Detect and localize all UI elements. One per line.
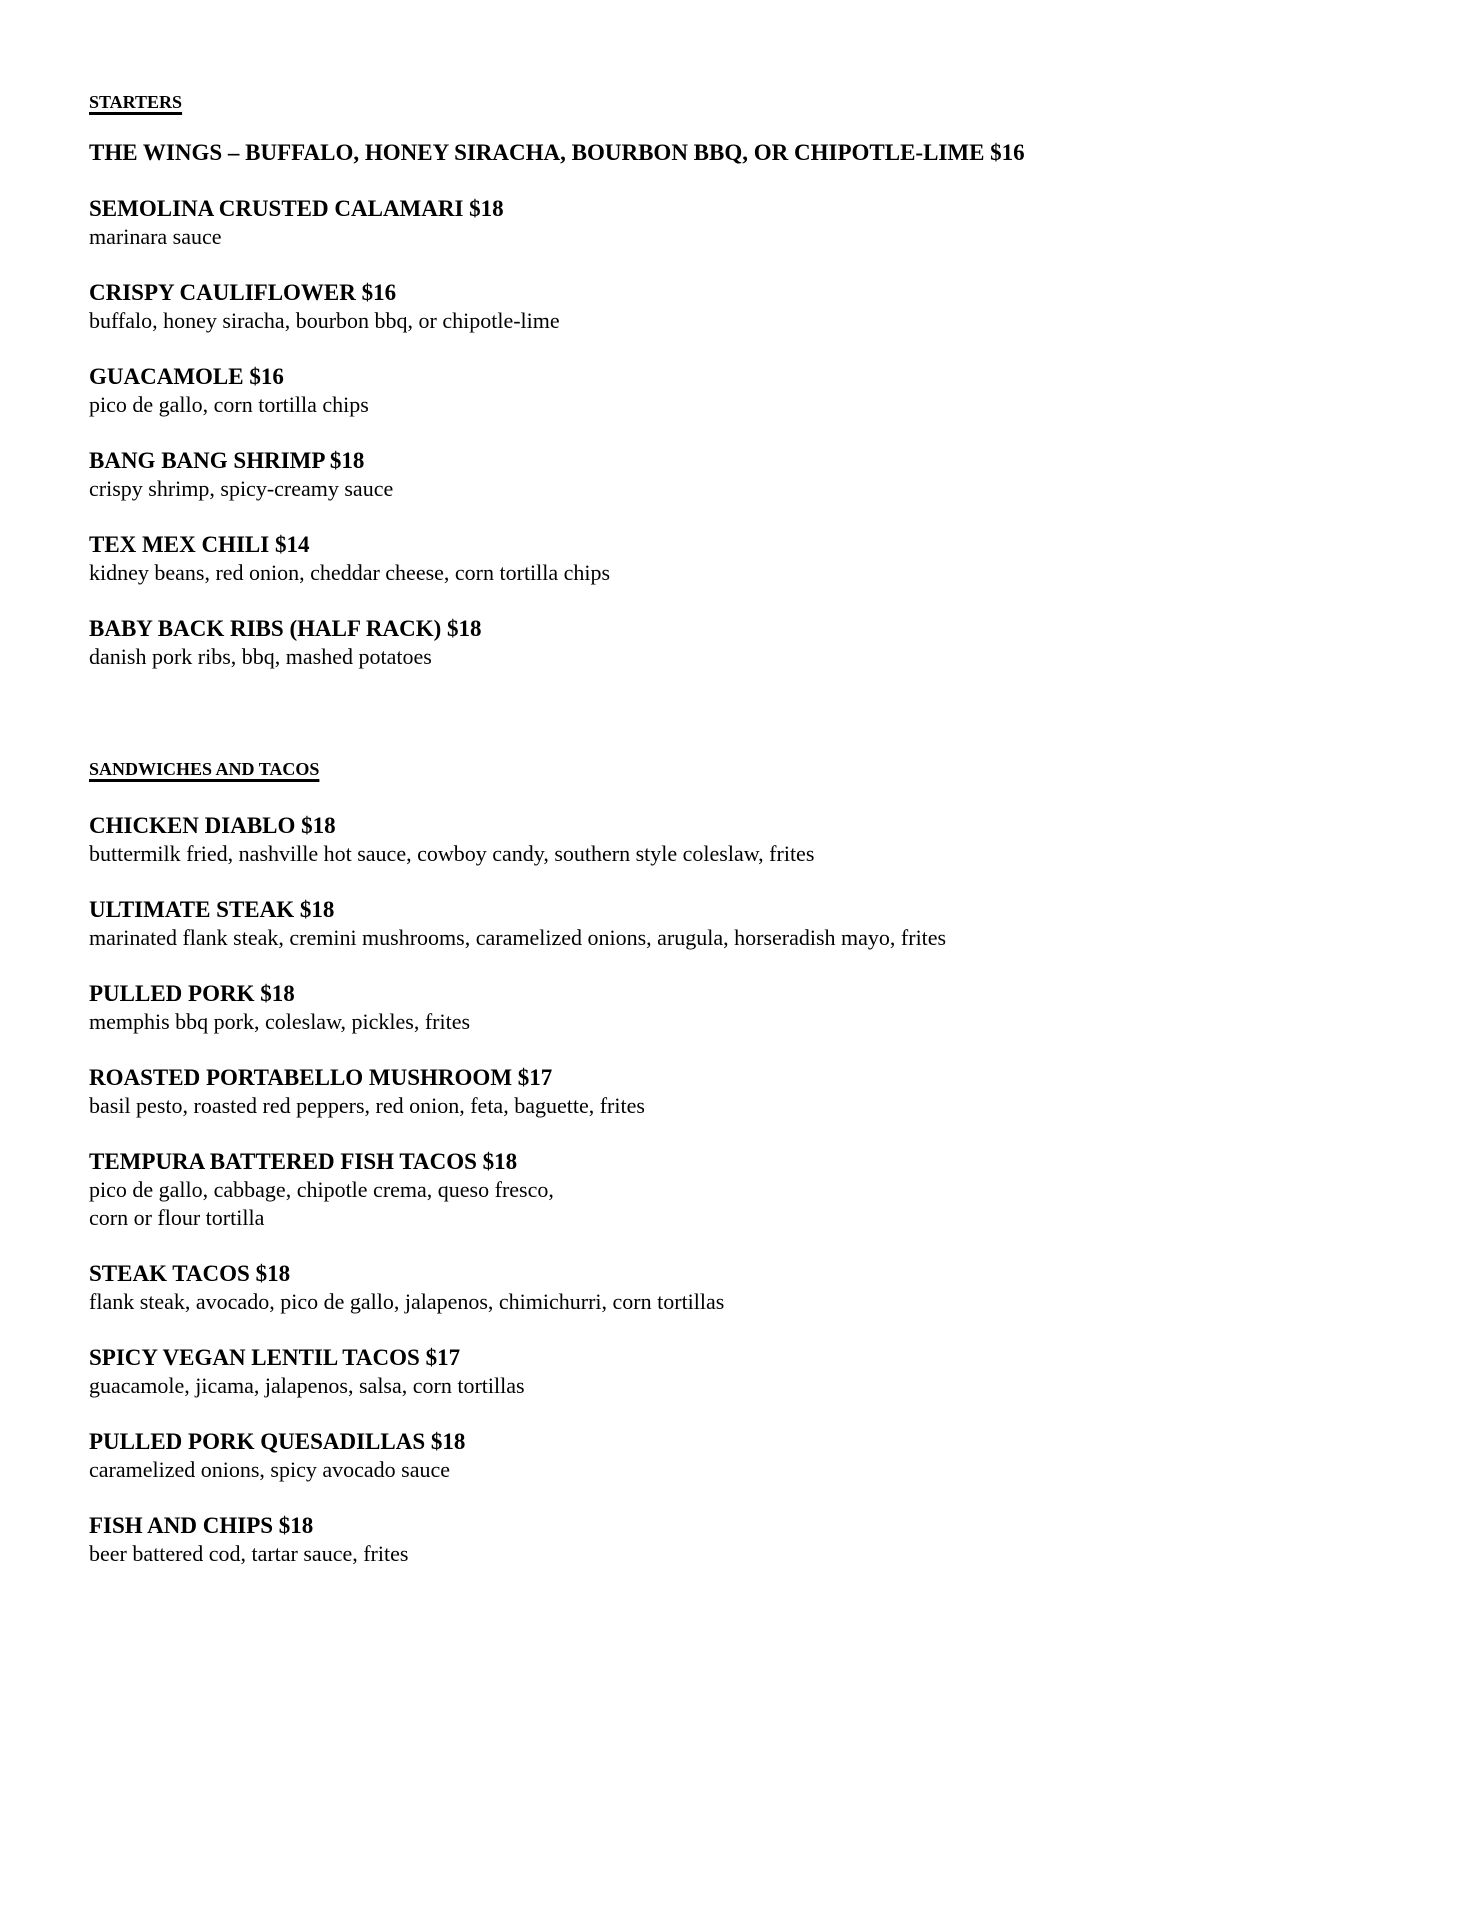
item-description: marinated flank steak, cremini mushrooms, caramelized onions, arugula, horseradish mayo, frites xyxy=(89,925,947,950)
item-title: CHICKEN DIABLO $18 xyxy=(89,813,336,838)
item-description: flank steak, avocado, pico de gallo, jalapenos, chimichurri, corn tortillas xyxy=(89,1289,725,1314)
menu-item-pulled-pork xyxy=(89,980,1389,1036)
item-title: PULLED PORK QUESADILLAS $18 xyxy=(89,1429,466,1454)
item-title: BABY BACK RIBS (HALF RACK) $18 xyxy=(89,616,482,641)
menu-item-fish-and-chips xyxy=(89,1512,1389,1568)
item-title: FISH AND CHIPS $18 xyxy=(89,1513,314,1538)
menu-item-bang-bang-shrimp xyxy=(89,447,1389,503)
menu-item-ultimate-steak xyxy=(89,896,1389,952)
section-heading-sandwiches-and-tacos: SANDWICHES AND TACOS xyxy=(89,759,320,779)
menu-item-chicken-diablo xyxy=(89,812,1389,868)
item-title: TEMPURA BATTERED FISH TACOS $18 xyxy=(89,1149,518,1174)
menu-item-guacamole xyxy=(89,363,1389,419)
item-title: STEAK TACOS $18 xyxy=(89,1261,291,1286)
item-title: SEMOLINA CRUSTED CALAMARI $18 xyxy=(89,196,504,221)
item-title: ULTIMATE STEAK $18 xyxy=(89,897,335,922)
item-title: SPICY VEGAN LENTIL TACOS $17 xyxy=(89,1345,461,1370)
item-title: CRISPY CAULIFLOWER $16 xyxy=(89,280,397,305)
item-description: caramelized onions, spicy avocado sauce xyxy=(89,1457,451,1482)
item-description: guacamole, jicama, jalapenos, salsa, corn tortillas xyxy=(89,1373,525,1398)
starters-section xyxy=(89,89,1389,699)
sandwiches-and-tacos-section xyxy=(89,756,1389,1596)
item-description: buttermilk fried, nashville hot sauce, cowboy candy, southern style coleslaw, frites xyxy=(89,841,815,866)
menu-item-fish-tacos xyxy=(89,1148,1389,1232)
menu-item-tex-mex-chili xyxy=(89,531,1389,587)
item-description: pico de gallo, cabbage, chipotle crema, queso fresco, corn or flour tortilla xyxy=(89,1177,554,1230)
item-title: ROASTED PORTABELLO MUSHROOM $17 xyxy=(89,1065,553,1090)
item-description: crispy shrimp, spicy-creamy sauce xyxy=(89,476,394,501)
item-description: marinara sauce xyxy=(89,224,222,249)
item-title: PULLED PORK $18 xyxy=(89,981,295,1006)
item-description: buffalo, honey siracha, bourbon bbq, or chipotle-lime xyxy=(89,308,560,333)
item-description: pico de gallo, corn tortilla chips xyxy=(89,392,369,417)
item-title: GUACAMOLE $16 xyxy=(89,364,284,389)
item-title: THE WINGS – BUFFALO, HONEY SIRACHA, BOURBON BBQ, OR CHIPOTLE-LIME $16 xyxy=(89,140,1025,165)
item-description: beer battered cod, tartar sauce, frites xyxy=(89,1541,409,1566)
item-title: BANG BANG SHRIMP $18 xyxy=(89,448,365,473)
menu-item-steak-tacos xyxy=(89,1260,1389,1316)
section-heading-starters: STARTERS xyxy=(89,92,183,112)
menu-item-cauliflower xyxy=(89,279,1389,335)
menu-item-pulled-pork-quesadillas xyxy=(89,1428,1389,1484)
menu-item-portabello-mushroom xyxy=(89,1064,1389,1120)
menu-item-wings xyxy=(89,139,1389,167)
menu-item-baby-back-ribs xyxy=(89,615,1389,671)
item-description: basil pesto, roasted red peppers, red onion, feta, baguette, frites xyxy=(89,1093,645,1118)
menu-item-lentil-tacos xyxy=(89,1344,1389,1400)
sandwiches-items xyxy=(89,812,1389,1568)
item-description: danish pork ribs, bbq, mashed potatoes xyxy=(89,644,432,669)
item-title: TEX MEX CHILI $14 xyxy=(89,532,310,557)
item-description: kidney beans, red onion, cheddar cheese, corn tortilla chips xyxy=(89,560,611,585)
menu-item-calamari xyxy=(89,195,1389,251)
item-description: memphis bbq pork, coleslaw, pickles, frites xyxy=(89,1009,471,1034)
starters-items xyxy=(89,139,1389,671)
